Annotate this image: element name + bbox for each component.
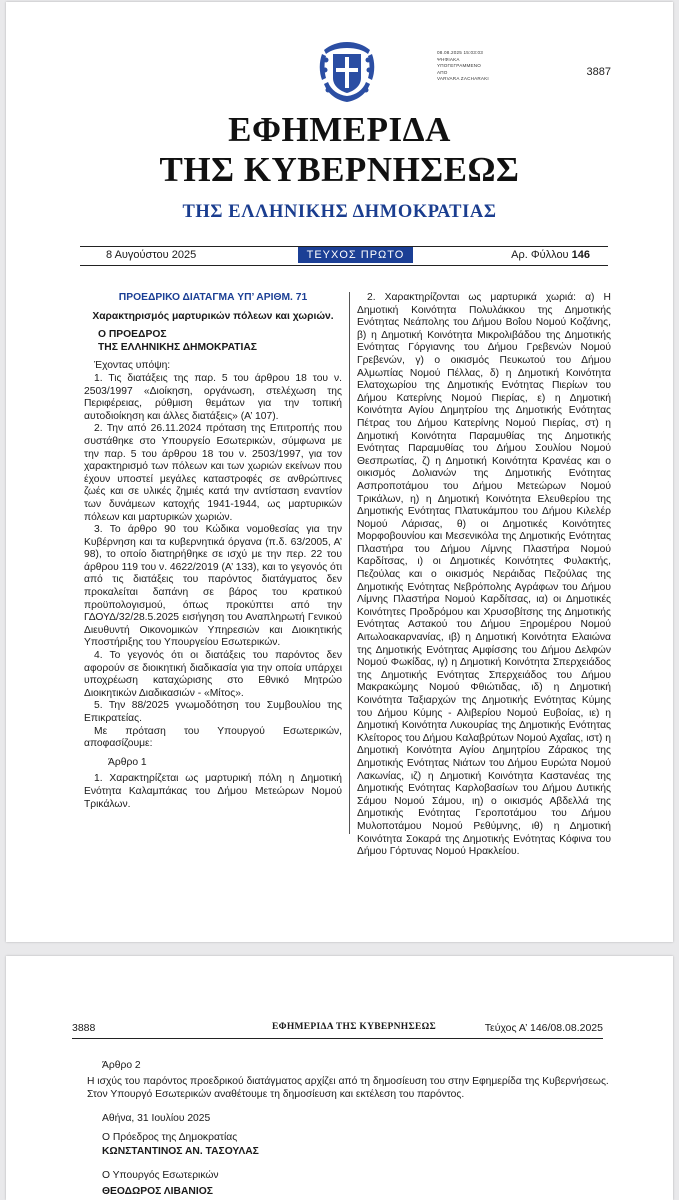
article-1-paragraph-2: 2. Χαρακτηρίζονται ως μαρτυρικά χωριά: α) Η Δημοτική Κοινότητα Πολυλάκκου της Δημοτικής Ενότητας Νεάπολης του Δήμου Βοΐου Νομού Κοζάνης, β) η Δημοτική Κοινότητα Μικρολιβάδου της Δημοτικής Ενότητας Γόργιανης του Δήμου Γρεβενών Νομού Γρεβενών, γ) ο οικισμός Πευκωτού του Δήμου Αλμωπίας Νομού Πέλλας, δ) η Δημοτική Κοινότητα Ελατοχωρίου της Δημοτικής Ενότητας Πιερίων του Δήμου Κατερίνης Νομού Πιερίας, ε) η Δημοτική Κοινότητα Αγίου Δημητρίου της Δημοτικής Ενότητας Πέτρας του Δήμου Κατερίνης Νομού Πιερίας, στ) η Δημοτική Κοινότητα Παραμυθίας της Δημοτικής Ενότητας Παραμυθίας του Δήμου Σουλίου Νομού Θεσπρωτίας, ζ) η Δημοτική Κοινότητα Κρανέας και ο οικισμός Δολιανών της Δημοτικής Ενότητας Ασπροποτάμου του Δήμου Μετεώρων Νομού Τρικάλων, η) η Δημοτική Κοινότητα Ελευθερίου της Δημοτικής Ενότητας Πλατυκάμπου του Δήμου Κιλελέρ Νομού Λάρισας, θ) οι Δημοτικές Κοινότητες Μορφοβουνίου και Μεσενικόλα της Δημοτικής Ενότητας Πλαστήρα του Δήμου Λίμνης Πλαστήρα Νομού Καρδίτσας, ι) οι Δημοτικές Κοινότητες Φυλακτής, Πεζούλας και ο οικισμός Νεράιδας Πεζούλας της Δημοτικής Ενότητας Νεβρόπολης Αγράφων του Δήμου Λίμνης Πλαστήρα Νομού Καρδίτσας, ια) οι Δημοτικές Κοινότητες Προδρόμου και Χρυσοβίτσης της Δημοτικής Ενότητας Αστακού του Δήμου Ξηρομέρου Νομού Αιτωλοακαρνανίας, ιβ) η Δημοτική Κοινότητα Ελαιώνα της Δημοτικής Ενότητας Αμφίσσης του Δήμου Δελφών Νομού Φωκίδας, ιγ) η Δημοτική Κοινότητα Σπερχειάδος της Δημοτικής Ενότητας Σπερχειάδος του Δήμου Μακρακώμης Νομού Φθιώτιδας, ιδ) η Δημοτική Κοινότητα Ταξιαρχών της Δημοτικής Ενότητας Κύμης του Δήμου Κύμης - Αλιβερίου Νομού Ευβοίας, ιε) η Δημοτική Κοινότητα Λυκουρίας της Δημοτικής Ενότητας Κλείτορος του Δήμου Καλαβρύτων Νομού Αχαΐας, ιστ) η Δημοτική Κοινότητα Αγίου Δημητρίου Ζάρακος της Δημοτικής Ενότητας Νιάτων του Δήμου Ευρώτα Νομού Λακωνίας, ιζ) η Δημοτική Κοινότητα Καστανέας της Δημοτικής Ενότητας Καρλοβασίων του Δήμου Δυτικής Σάμου Νομού Σάμου, ιη) ο οικισμός Αβδελλά της Δημοτικής Ενότητας Γεροποτάμου του Δήμου Μυλοποτάμου Νομού Ρεθύμνης, ιθ) η Δημοτική Κοινότητα Σοκαρά της Δημοτικής Ενότητας Κόφινα του Δήμου Γόρτυνας Νομού Ηρακλείου.	[357, 292, 611, 858]
president-name: ΚΩΝΣΤΑΝΤΙΝΟΣ ΑΝ. ΤΑΣΟΥΛΑΣ	[102, 1146, 259, 1157]
gazette-page-1	[6, 2, 673, 942]
column-divider	[349, 292, 350, 834]
sheet-number: Αρ. Φύλλου 146	[511, 249, 590, 261]
paragraph-3: 3. Το άρθρο 90 του Κώδικα νομοθεσίας για την Κυβέρνηση και τα κυβερνητικά όργανα (π.δ. 63/2005, Α’ 98), το οποίο διατηρήθηκε σε ισχύ με την περ. 22 του άρθρου 119 του ν. 4622/2019 (Α’ 133), και το γεγονός ότι από τις διατάξεις του παρόντος διατάγματος δεν προκαλείται δαπάνη σε βάρος του κρατικού προϋπολογισμού, όπως προκύπτει από την ΓΔΟΥΔ/32/28.5.2025 εισήγηση του Αναπληρωτή Γενικού Διευθυντή Οικονομικών Υπηρεσιών και Διοικητικής Υποστήριξης του Υπουργείου Εσωτερικών.	[84, 524, 342, 649]
gazette-page-2	[6, 956, 673, 1200]
article-2-heading: Άρθρο 2	[102, 1060, 141, 1071]
article-1-text: 1. Χαρακτηρίζεται ως μαρτυρική πόλη η Δημοτική Ενότητα Καλαμπάκας του Δήμου Μετεώρων Νομού Τρικάλων.	[84, 773, 342, 810]
president-role: Ο Πρόεδρος της Δημοκρατίας	[102, 1132, 238, 1143]
right-column	[357, 292, 611, 859]
minister-role: Ο Υπουργός Εσωτερικών	[102, 1170, 219, 1181]
greek-coat-of-arms-icon	[316, 40, 378, 106]
issue-info-bar	[80, 247, 608, 265]
masthead-line-3: ΤΗΣ ΕΛΛΗΝΙΚΗΣ ΔΗΜΟΚΡΑΤΙΑΣ	[182, 202, 497, 222]
page-2-header	[72, 1022, 603, 1038]
paragraph-1: 1. Τις διατάξεις της παρ. 5 του άρθρου 18 του ν. 2503/1997 «Διοίκηση, οργάνωση, στελέχωση της Περιφέρειας, ρύθμιση θεμάτων για την τοπική αυτοδιοίκηση και άλλες διατάξεις» (Α’ 107).	[84, 372, 342, 422]
president-heading: Ο ΠΡΟΕΔΡΟΣ	[98, 329, 167, 341]
issue-date: 8 Αυγούστου 2025	[106, 249, 197, 261]
place-date: Αθήνα, 31 Ιουλίου 2025	[102, 1113, 211, 1124]
page-2-header-title: ΕΦΗΜΕΡΙΔΑ ΤΗΣ ΚΥΒΕΡΝΗΣΕΩΣ	[272, 1022, 437, 1032]
page-2-header-rule	[72, 1038, 603, 1039]
intro-text: Έχοντας υπόψη:	[94, 360, 171, 372]
paragraph-2: 2. Την από 26.11.2024 πρόταση της Επιτροπής που συστάθηκε στο Υπουργείο Εσωτερικών, σύμφωνα με την παρ. 5 του άρθρου 18 του ν. 2503/1997, για τον χαρακτηρισμό των πόλεων και των χωριών εκείνων που έχουν υποστεί μεγάλες καταστροφές σε ανθρώπινες ζωές και σε υλικές ζημιές κατά την αντίσταση εναντίον των δυνάμεων κατοχής 1941-1944, ως μαρτυρικών πόλεων και μαρτυρικών χωριών.	[84, 423, 342, 523]
article-1-heading: Άρθρο 1	[108, 756, 147, 768]
president-heading-2: ΤΗΣ ΕΛΛΗΝΙΚΗΣ ΔΗΜΟΚΡΑΤΙΑΣ	[98, 341, 257, 353]
paragraph-4: 4. Το γεγονός ότι οι διατάξεις του παρόντος δεν αφορούν σε διοικητική διαδικασία για την οποία υπάρχει υποχρέωση καταχώρισης στο Εθνικό Μητρώο Διοικητικών Διαδικασιών - «Μίτος».	[84, 650, 342, 699]
page-number: 3887	[586, 66, 611, 78]
page-2-number: 3888	[72, 1022, 96, 1034]
page-2-issue-ref: Τεύχος Α’ 146/08.08.2025	[484, 1022, 603, 1034]
paragraph-5: 5. Την 88/2025 γνωμοδότηση του Συμβουλίου της Επικρατείας.	[84, 700, 342, 724]
minister-name: ΘΕΟΔΩΡΟΣ ΛΙΒΑΝΙΟΣ	[102, 1186, 213, 1197]
bottom-rule	[80, 265, 608, 266]
issue-badge: ΤΕΥΧΟΣ ΠΡΩΤΟ	[298, 247, 413, 263]
paragraph-6: Με πρόταση του Υπουργού Εσωτερικών, αποφασίζουμε:	[84, 725, 342, 750]
digital-signature-stamp: 08.08.2025 15:03:03 ΨΗΦΙΑΚΑ ΥΠΟΓΕΓΡΑΜΜΕΝΟ ΑΠΟ VARVARA ZACHARAKI	[437, 50, 489, 82]
decree-subtitle: Χαρακτηρισμός μαρτυρικών πόλεων και χωριών.	[92, 310, 334, 322]
article-2-text: Η ισχύς του παρόντος προεδρικού διατάγματος αρχίζει από τη δημοσίευση του στην Εφημερίδα της Κυβερνήσεως.	[87, 1076, 609, 1087]
left-column	[84, 292, 342, 811]
masthead-line-2: ΤΗΣ ΚΥΒΕΡΝΗΣΕΩΣ	[159, 150, 520, 189]
article-2-text-2: Στον Υπουργό Εσωτερικών αναθέτουμε τη δημοσίευση και εκτέλεση του παρόντος.	[87, 1089, 465, 1100]
masthead-line-1: ΕΦΗΜΕΡΙΔΑ	[228, 110, 451, 149]
decree-title: ΠΡΟΕΔΡΙΚΟ ΔΙΑΤΑΓΜΑ ΥΠ’ ΑΡΙΘΜ. 71	[118, 292, 308, 303]
